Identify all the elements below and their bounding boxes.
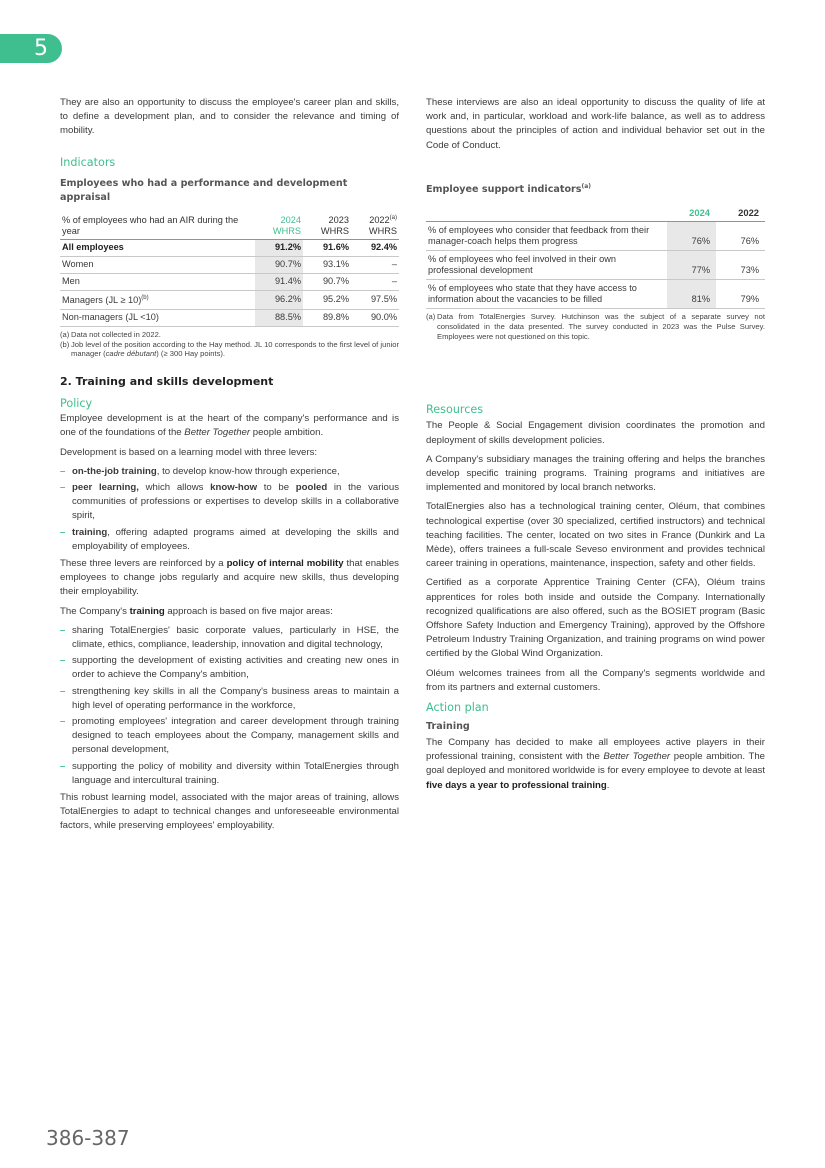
air-table-title: Employees who had a performance and development appraisal <box>60 177 348 203</box>
section-title: 2. Training and skills development <box>60 375 274 389</box>
support-table-title: Employee support indicators$^{(a)}$ <box>426 182 592 195</box>
resources-paragraph: Oléum welcomes trainees from all the Company's segments worldwide and from its partners and external customers. <box>426 667 765 693</box>
lever-item: – training, offering adapted programs aimed at developing the skills and employability of employees. <box>60 526 399 554</box>
air-col-2024: 2024 WHRS <box>272 214 301 236</box>
air-table-notes <box>60 330 399 359</box>
resources-heading: Resources <box>426 403 484 417</box>
support-note-a: (a) Data from TotalEnergies Survey. Hutchinson was the subject of a separate survey not consolidated in the data presented. The survey conducted in 2023 was the Pulse Survey. Employees were not questioned on this topic. <box>426 312 765 341</box>
policy-heading: Policy <box>60 397 93 411</box>
air-row-women: Women 90.7% 93.1% – <box>60 256 399 273</box>
policy-paragraph-3: These three levers are reinforced by a policy of internal mobility that enables employees to change jobs regularly and acquire new skills, thus developing their employability. <box>60 557 399 598</box>
areas-list <box>60 624 399 788</box>
support-row-vacancies: % of employees who state that they have access to information about the vacancies to be filled 81% 79% <box>426 280 765 309</box>
indicators-heading: Indicators <box>60 155 116 169</box>
resources-paragraph: Certified as a corporate Apprentice Training Center (CFA), Oléum trains apprentices for roles both inside and outside the Company. Internationally recognized qualifications are also offered, such as the BOSIET program (Basic Offshore Safety Induction and Emergency Training), approved by the Offshore Petroleum Industry Training Organization, and training programs on wind power certified by the Global Wind Organization. <box>426 577 765 660</box>
air-table <box>60 213 399 327</box>
left-column <box>60 96 399 839</box>
left-intro: They are also an opportunity to discuss the employee's career plan and skills, to define a development plan, and to consider the relevance and timing of mobility. <box>60 97 399 137</box>
support-col-2024: 2024 <box>689 207 710 218</box>
area-item: – supporting the policy of mobility and diversity within TotalEnergies through language and intercultural training. <box>60 760 399 788</box>
resources-paragraph: A Company's subsidiary manages the training offering and helps the branches develop specific training programs. Training programs and initiatives are implemented and monitored by local branch networks. <box>426 453 765 494</box>
support-table-notes <box>426 312 765 341</box>
air-row-men: Men 91.4% 90.7% – <box>60 273 399 290</box>
action-plan-paragraph: The Company has decided to make all employees active players in their professional training, consistent with the Better Together people ambition. The goal deployed and monitored worldwide is for every employee to devote at least five days a year to professional training. <box>426 737 766 791</box>
resources-paragraph: The People & Social Engagement division coordinates the promotion and deployment of skills development policies. <box>426 420 765 446</box>
support-table-header <box>426 207 765 222</box>
support-table <box>426 207 765 309</box>
right-column <box>426 96 765 798</box>
area-item: – supporting the development of existing activities and creating new ones in order to achieve the Company's ambition, <box>60 654 399 682</box>
air-note-a: (a) Data not collected in 2022. <box>60 329 161 339</box>
area-item: – sharing TotalEnergies' basic corporate values, particularly in HSE, the climate, ethics, compliance, leadership, innovation and digital technology, <box>60 624 399 652</box>
levers-list <box>60 465 399 554</box>
lever-item: – on-the-job training, to develop know-how through experience, <box>60 465 399 479</box>
page-number-tab <box>0 34 62 63</box>
policy-paragraph-4: The Company's training approach is based on five major areas: <box>60 605 333 617</box>
resources-paragraph: TotalEnergies also has a technological training center, Oléum, that combines technological expertise (over 30 specialized, certified instructors) and technical teaching facilities. The center, located on two sites in France (Dunkirk and La Mède), offers trainees a full-scale Seveso environment and provides technical career training in operations, maintenance, inspection, safety and other fields. <box>426 501 765 570</box>
page-footer: 386-387 <box>46 1126 130 1150</box>
air-col-label: % of employees who had an AIR during the year <box>62 214 239 236</box>
policy-paragraph-1: Employee development is at the heart of the company's performance and is one of the foundations of the Better Together people ambition. <box>60 413 399 439</box>
air-table-header <box>60 213 399 240</box>
support-row-feedback: % of employees who consider that feedback from their manager-coach helps them progress 76% 76% <box>426 222 765 251</box>
air-row-non-managers: Non-managers (JL <10) 88.5% 89.8% 90.0% <box>60 309 399 326</box>
support-col-2022: 2022 <box>738 207 759 218</box>
policy-paragraph-2: Development is based on a learning model with three levers: <box>60 446 318 458</box>
area-item: – strengthening key skills in all the Company's business areas to maintain a high level of operating performance in the workforce, <box>60 685 399 713</box>
policy-paragraph-5: This robust learning model, associated with the major areas of training, allows TotalEnergies to adapt to technical changes and unforeseeable environmental factors, while preserving employees' employability. <box>60 792 399 832</box>
training-subheading: Training <box>426 721 470 733</box>
air-row-managers: Managers (JL ≥ 10)$^{(b)}$ 96.2% 95.2% 97.5% <box>60 290 399 309</box>
air-row-all: All employees 91.2% 91.6% 92.4% <box>60 239 399 256</box>
air-col-2023: 2023 WHRS <box>320 214 349 236</box>
support-row-involved: % of employees who feel involved in their own professional development 77% 73% <box>426 251 765 280</box>
right-intro: These interviews are also an ideal opportunity to discuss the quality of life at work and, in particular, workload and work-life balance, as well as to address questions about the principles of action and individual behavior set out in the Code of Conduct. <box>426 97 765 151</box>
lever-item: – peer learning, which allows know-how to be pooled in the various communities of professions or expertises to develop skills in a collaborative spirit, <box>60 481 399 524</box>
air-note-b: (b) Job level of the position according to the Hay method. JL 10 corresponds to the first level of junior manager (cadre débutant) (≥ 300 Hay points). <box>60 339 399 359</box>
action-plan-heading: Action plan <box>426 701 489 715</box>
air-col-2022: 2022$^{(a)}$ WHRS <box>368 214 397 236</box>
area-item: – promoting employees' integration and career development through training designed to teach employees about the Company, management skills and personal development, <box>60 715 399 758</box>
page-number: 5 <box>34 36 48 61</box>
